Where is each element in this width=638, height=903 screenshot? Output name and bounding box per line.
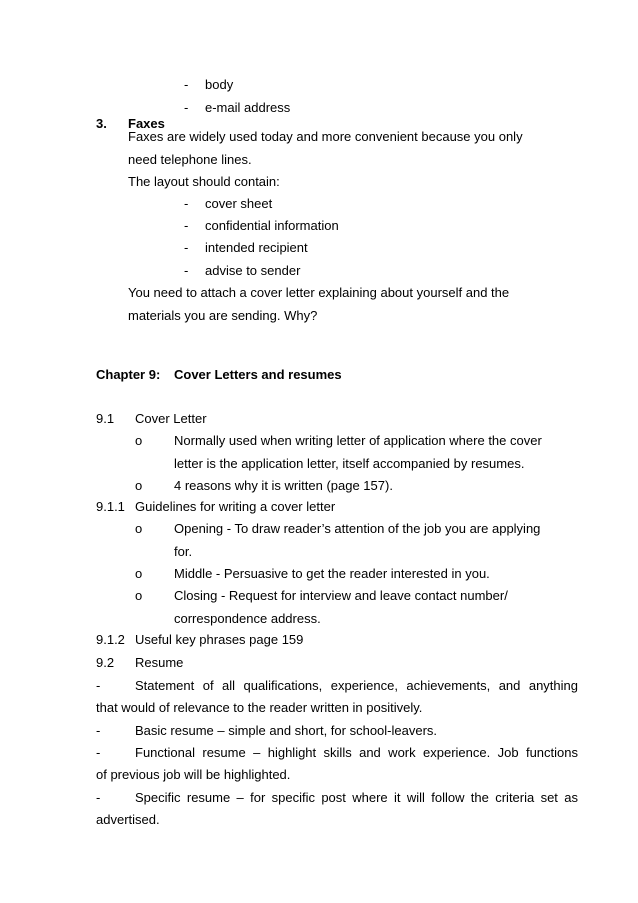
faxes-para-line: You need to attach a cover letter explaining about yourself and the	[128, 285, 510, 300]
section-title: Cover Letter	[135, 411, 207, 426]
resume-text: Specific resume – for specific post where it will follow the criteria set as	[135, 790, 578, 805]
bullet-text: 4 reasons why it is written (page 157).	[174, 478, 393, 493]
list-item-body: body	[205, 77, 234, 92]
resume-text: that would of relevance to the reader written in positively.	[96, 700, 423, 715]
bullet-text: Normally used when writing letter of application where the cover	[174, 433, 542, 448]
bullet-text-opening: for.	[174, 544, 193, 559]
bullet-text-opening: Opening - To draw reader’s attention of the job you are applying	[174, 521, 541, 536]
list-item-advise: advise to sender	[205, 263, 301, 278]
resume-text: Statement of all qualifications, experience, achievements, and anything	[135, 678, 578, 693]
bullet-text-closing: Closing - Request for interview and leave contact number/	[174, 588, 508, 603]
section-title: Resume	[135, 655, 184, 670]
dash-marker: -	[184, 263, 189, 278]
faxes-heading: Faxes	[128, 116, 165, 131]
section-number: 9.1	[96, 411, 115, 426]
resume-text: Basic resume – simple and short, for school-leavers.	[135, 723, 438, 738]
bullet-marker: o	[135, 478, 143, 493]
bullet-text-middle: Middle - Persuasive to get the reader interested in you.	[174, 566, 490, 581]
section-number-3: 3.	[96, 116, 107, 131]
bullet-text-closing: correspondence address.	[174, 611, 321, 626]
faxes-para-line: need telephone lines.	[128, 152, 252, 167]
dash-marker: -	[184, 77, 189, 92]
resume-text: of previous job will be highlighted.	[96, 767, 291, 782]
dash-marker: -	[96, 745, 101, 760]
list-item-confidential: confidential information	[205, 218, 339, 233]
list-item-email: e-mail address	[205, 100, 291, 115]
bullet-marker: o	[135, 588, 143, 603]
resume-text: Functional resume – highlight skills and work experience. Job functions	[135, 745, 578, 760]
chapter-label: Chapter 9:	[96, 367, 161, 382]
section-title: Guidelines for writing a cover letter	[135, 499, 336, 514]
layout-intro: The layout should contain:	[128, 174, 280, 189]
resume-text: advertised.	[96, 812, 160, 827]
dash-marker: -	[184, 196, 189, 211]
dash-marker: -	[96, 790, 101, 805]
faxes-para-line: materials you are sending. Why?	[128, 308, 318, 323]
list-item-recipient: intended recipient	[205, 240, 308, 255]
section-number: 9.1.2	[96, 632, 125, 647]
bullet-marker: o	[135, 521, 143, 536]
dash-marker: -	[96, 678, 101, 693]
bullet-marker: o	[135, 433, 143, 448]
list-item-cover-sheet: cover sheet	[205, 196, 273, 211]
chapter-title: Cover Letters and resumes	[174, 367, 342, 382]
dash-marker: -	[184, 100, 189, 115]
dash-marker: -	[184, 218, 189, 233]
section-number: 9.1.1	[96, 499, 125, 514]
section-number: 9.2	[96, 655, 115, 670]
dash-marker: -	[184, 240, 189, 255]
bullet-text: letter is the application letter, itself accompanied by resumes.	[174, 456, 525, 471]
dash-marker: -	[96, 723, 101, 738]
section-title: Useful key phrases page 159	[135, 632, 304, 647]
bullet-marker: o	[135, 566, 143, 581]
faxes-para-line: Faxes are widely used today and more convenient because you only	[128, 129, 523, 144]
